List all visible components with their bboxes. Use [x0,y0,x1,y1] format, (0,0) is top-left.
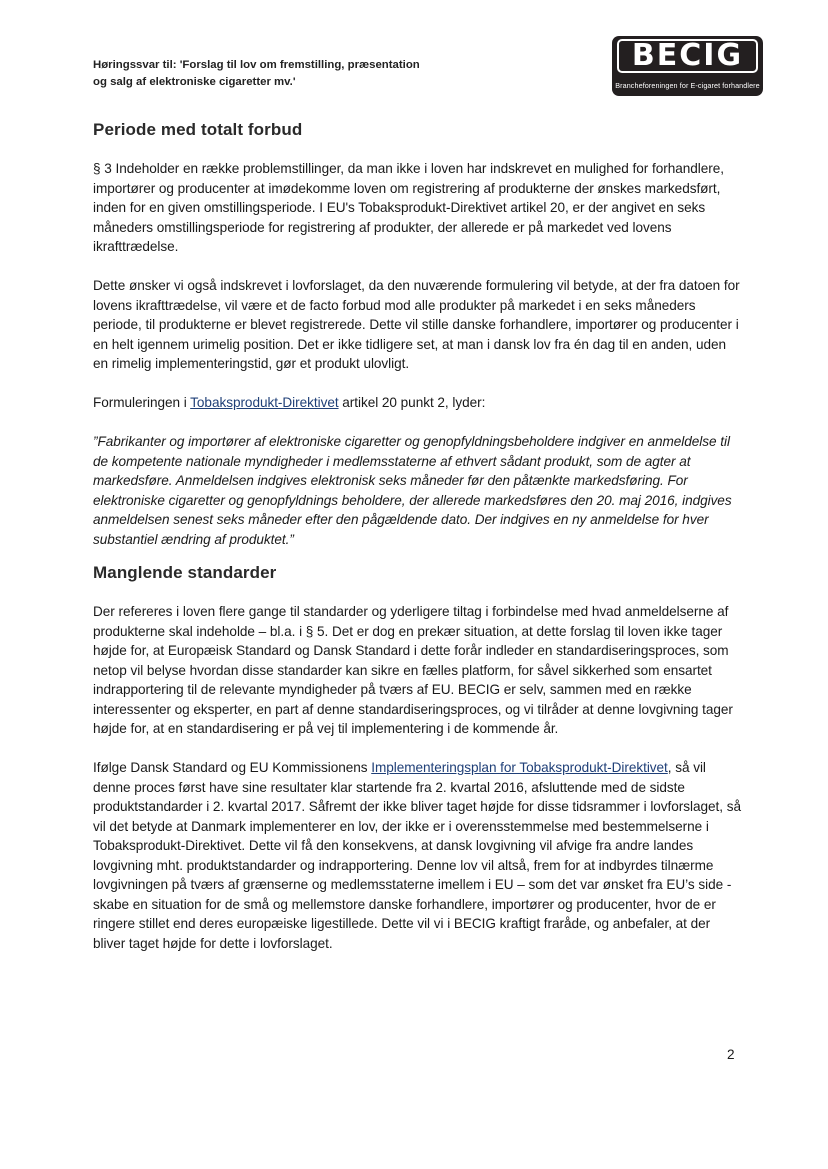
section-heading-periode: Periode med totalt forbud [93,120,303,139]
link-implementeringsplan[interactable]: Implementeringsplan for Tobaksprodukt-Direktivet [371,760,668,775]
paragraph-section1-2: Dette ønsker vi også indskrevet i lovforslaget, da den nuværende formulering vil betyde, at der fra datoen for lovens ikrafttrædelse, vil være et de facto forbud mod alle produkter på markedet i en seks måneders periode, til produkterne er blevet registrerede. Dette vil stille danske forhandlere, importører og producenter i en helt igennem urimelig position. Det er ikke tidligere set, at man i dansk lov fra én dag til en anden, uden en rimelig implementeringstid, gør et produkt ulovligt. [93,278,740,371]
paragraph-text: Ifølge Dansk Standard og EU Kommissionens [93,760,372,775]
paragraph-text: , så vil denne proces først have sine resultater klar startende fra 2. kvartal 2016, afsluttende med de sidste produktstandarder i 2. kvartal 2017. Såfremt der ikke bliver taget højde for disse tidsrammer i lovforslaget, så vil det betyde at Danmark implementerer en lov, der ikke er i overensstemmelse med bestemmelserne i Tobaksprodukt-Direktivet. Dette vil få den konsekvens, at dansk lovgivning vil afvige fra andre landes lovgivning mht. produktstandarder og indrapportering. Denne lov vil altså, frem for at indbyrdes tilnærme lovgivningen på tværs af grænserne og medlemsstaterne imellem i EU – som det var ønsket fra EU’s side - skabe en situation for de små og mellemstore danske forhandlere, importører og producenter, hvor de er ringere stillet end deres europæiske ligestillede. Dette vil vi i BECIG kraftigt fraråde, og anbefaler, at der bliver taget højde for dette i lovforslaget. [93,760,741,951]
header-line-2: og salg af elektroniske cigaretter mv.' [93,76,296,88]
document-body [93,120,743,953]
directive-quote: ”Fabrikanter og importører af elektroniske cigaretter og genopfyldningsbeholdere indgiver en anmeldelse til de kompetente nationale myndigheder i medlemsstaterne af ethvert sådant produkt, som de agter at markedsføre. Anmeldelsen indgives elektronisk seks måneder før den påtænkte markedsføring. For elektroniske cigaretter og genopfyldnings beholdere, der allerede markedsføres den 20. maj 2016, indgives anmeldelsen senest seks måneder efter den pågældende dato. Der indgives en ny anmeldelse for hver substantiel ændring af produktet.” [93,434,732,547]
paragraph-section1-1: § 3 Indeholder en række problemstillinger, da man ikke i loven har indskrevet en mulighed for forhandlere, importører og producenter at imødekomme loven om registrering af produkterne der ønskes markedsført, inden for en given omstillingsperiode. I EU's Tobaksprodukt-Direktivet artikel 20, er der angivet en seks måneders omstillingsperiode for registrering af produkter, der allerede er på markedet ved lovens ikrafttrædelse. [93,161,724,254]
paragraph-text: Formuleringen i [93,395,191,410]
paragraph-section2-1: Der refereres i loven flere gange til standarder og yderligere tiltag i forbindelse med hvad anmeldelserne af produkterne skal indeholde – bl.a. i § 5. Det er dog en prekær situation, at dette forslag til loven ikke tager højde for, at Europæisk Standard og Dansk Standard i dette forår indleder en standardiseringsproces, som netop vil belyse hvordan disse standarder kan sikre en fælles platform, for såvel sikkerhed som ensartet indrapportering til de relevante myndigheder på tværs af EU. BECIG er selv, sammen med en række interessenter og eksperter, en part af denne standardiseringsproces, og vi tilråder at denne lovgivning tager højde for, at en standardisering er på vej til implementering i de kommende år. [93,604,733,736]
paragraph-formuleringen [93,393,743,413]
document-header [93,57,513,91]
section-heading-standarder: Manglende standarder [93,563,277,582]
becig-logo [612,36,763,96]
page-number: 2 [727,1047,735,1062]
paragraph-section2-2 [93,758,743,953]
logo-tagline: Brancheforeningen for E-cigaret forhandlere [615,81,760,90]
logo-wordmark: BECIG [617,39,758,73]
paragraph-text: artikel 20 punkt 2, lyder: [338,395,486,410]
header-line-1: Høringssvar til: 'Forslag til lov om fremstilling, præsentation [93,59,420,71]
link-tobaksprodukt-direktivet[interactable]: Tobaksprodukt-Direktivet [190,395,339,410]
